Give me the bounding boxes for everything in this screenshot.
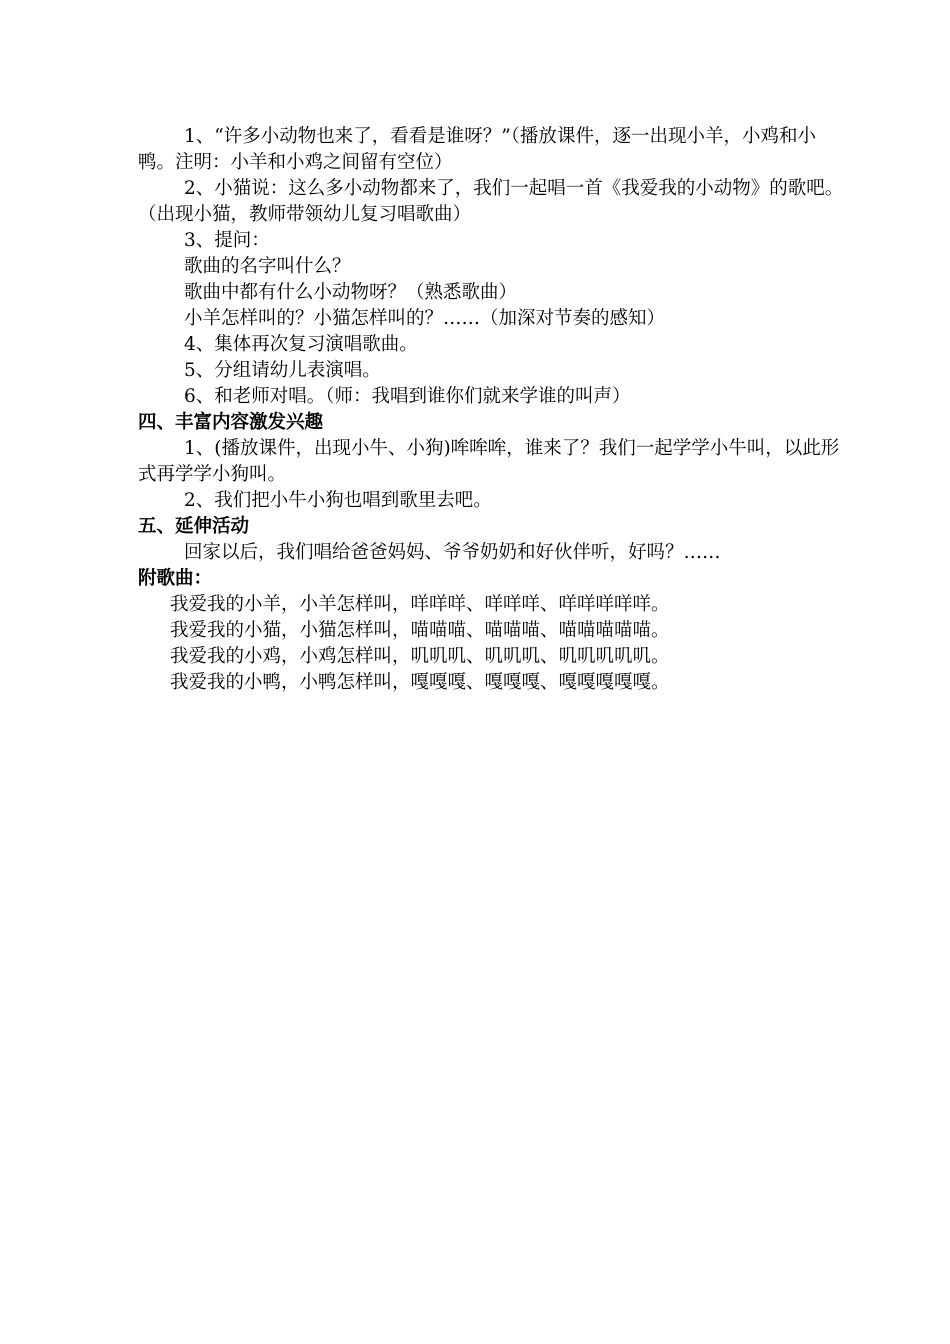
question-1: 歌曲的名字叫什么？ — [184, 256, 351, 277]
song-line: 我爱我的小羊，小羊怎样叫，咩咩咩、咩咩咩、咩咩咩咩咩。 — [170, 594, 670, 615]
section3-item2: 2、小猫说：这么多小动物都来了，我们一起唱一首《我爱我的小动物》的歌吧。（出现小猫，教师带领幼儿复习唱歌曲） — [138, 178, 844, 225]
question-2: 歌曲中都有什么小动物呀？（熟悉歌曲） — [184, 282, 518, 303]
song-line: 我爱我的小猫，小猫怎样叫，喵喵喵、喵喵喵、喵喵喵喵喵。 — [170, 620, 670, 641]
section3-item4: 4、集体再次复习演唱歌曲。 — [184, 334, 418, 355]
section4-heading: 四、丰富内容激发兴趣 — [138, 412, 324, 433]
document-page — [138, 124, 850, 696]
song-line: 我爱我的小鸡，小鸡怎样叫，叽叽叽、叽叽叽、叽叽叽叽叽。 — [170, 646, 670, 667]
section3-item6: 6、和老师对唱。（师：我唱到谁你们就来学谁的叫声） — [184, 386, 631, 407]
section3-item5: 5、分组请幼儿表演唱。 — [184, 360, 381, 381]
song-heading: 附歌曲： — [138, 568, 213, 589]
section3-item1: 1、“许多小动物也来了，看看是谁呀？”（播放课件，逐一出现小羊，小鸡和小鸭。注明：小羊和小鸡之间留有空位） — [138, 126, 816, 173]
section4-item1: 1、(播放课件，出现小牛、小狗)哞哞哞，谁来了？我们一起学学小牛叫，以此形式再学学小狗叫。 — [138, 438, 840, 485]
section4-item2: 2、我们把小牛小狗也唱到歌里去吧。 — [184, 490, 492, 511]
section3-item3: 3、提问： — [184, 230, 270, 251]
question-3: 小羊怎样叫的？小猫怎样叫的？……（加深对节奏的感知） — [184, 308, 666, 329]
section5-text: 回家以后，我们唱给爸爸妈妈、爷爷奶奶和好伙伴听，好吗？…… — [184, 542, 721, 563]
song-line: 我爱我的小鸭，小鸭怎样叫，嘎嘎嘎、嘎嘎嘎、嘎嘎嘎嘎嘎。 — [170, 672, 670, 693]
section5-heading: 五、延伸活动 — [138, 516, 250, 537]
